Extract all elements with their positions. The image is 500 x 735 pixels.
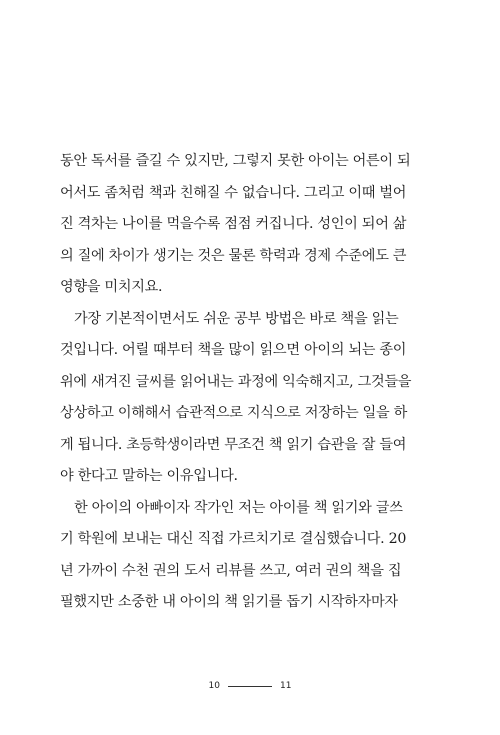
- text-line: 어서도 좀처럼 책과 친해질 수 없습니다. 그리고 이때 벌어: [60, 184, 407, 201]
- text-line: 한 아이의 아빠이자 작가인 저는 아이를 책 읽기와 글쓰: [74, 499, 403, 516]
- text-line: 동안 독서를 즐길 수 있지만, 그렇지 못한 아이는 어른이 되: [60, 153, 411, 169]
- text-line: 게 됩니다. 초등학생이라면 무조건 책 읽기 습관을 잘 들여: [60, 436, 407, 453]
- text-line: 위에 새겨진 글씨를 읽어내는 과정에 익숙해지고, 그것들을: [60, 373, 412, 390]
- text-line: 것입니다. 어릴 때부터 책을 많이 읽으면 아이의 뇌는 종이: [60, 342, 407, 358]
- text-line: 진 격차는 나이를 먹을수록 점점 커집니다. 성인이 되어 삶: [60, 216, 407, 232]
- footer-divider: [228, 686, 272, 687]
- text-line: 년 가까이 수천 권의 도서 리뷰를 쓰고, 여러 권의 책을 집: [60, 562, 402, 579]
- text-line: 야 한다고 말하는 이유입니다.: [60, 468, 238, 484]
- right-page-number: 11: [280, 681, 292, 691]
- left-page-number: 10: [208, 681, 220, 691]
- text-line: 상상하고 이해해서 습관적으로 지식으로 저장하는 일을 하: [60, 405, 407, 421]
- body-text: [60, 146, 444, 619]
- text-line: 기 학원에 보내는 대신 직접 가르치기로 결심했습니다. 20: [60, 531, 407, 547]
- text-line: 가장 기본적이면서도 쉬운 공부 방법은 바로 책을 읽는: [74, 310, 399, 327]
- text-line: 필했지만 소중한 내 아이의 책 읽기를 돕기 시작하자마자: [60, 594, 398, 610]
- text-line: 영향을 미치지요.: [60, 279, 163, 295]
- page-footer: [0, 676, 500, 696]
- text-line: 의 질에 차이가 생기는 것은 물론 학력과 경제 수준에도 큰: [60, 247, 407, 264]
